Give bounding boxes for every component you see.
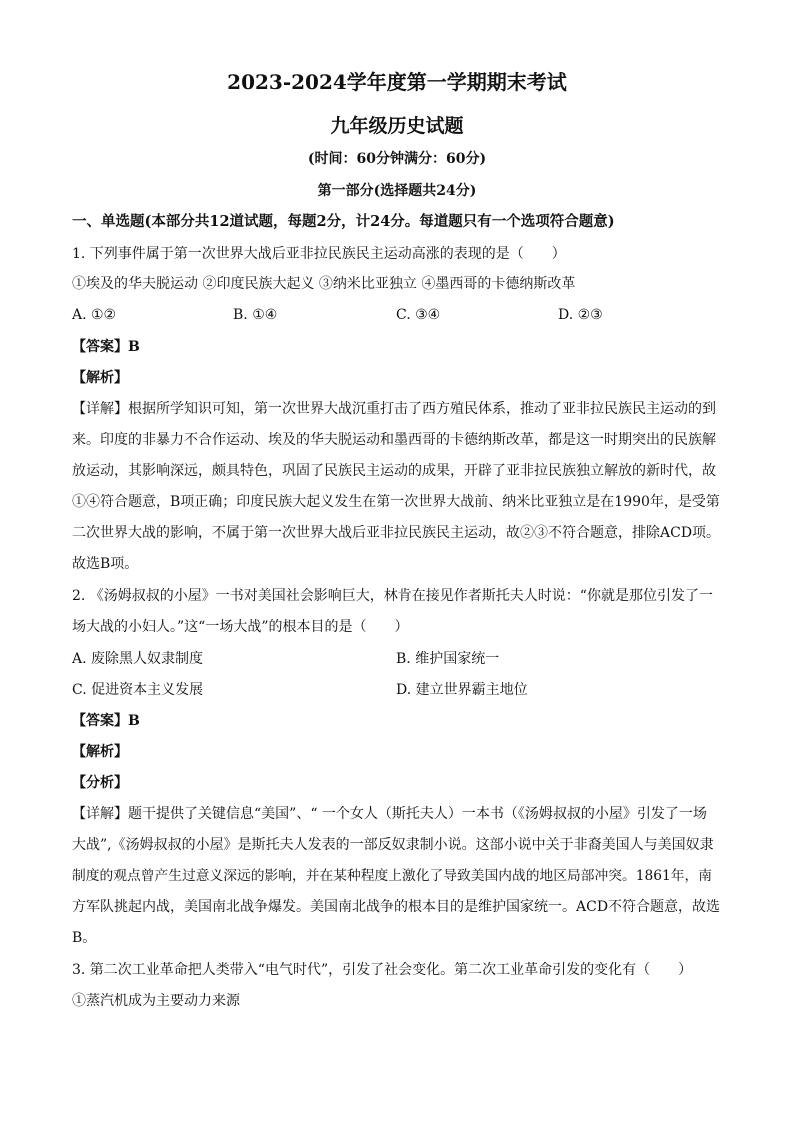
q1-analysis-label: 【解析】 xyxy=(72,370,128,386)
q2-option-b: B. 维护国家统一 xyxy=(396,651,500,667)
q1-stem: 1. 下列事件属于第一次世界大战后亚非拉民族民主运动高涨的表现的是（ ） xyxy=(72,246,566,262)
q1-detail-line: 放运动，其影响深远，颇具特色，巩固了民族民主运动的成果，开辟了亚非拉民族独立解放的新时代，故 xyxy=(72,463,716,479)
q3-item-1: ①蒸汽机成为主要动力来源 xyxy=(72,993,240,1009)
q2-answer: 【答案】B xyxy=(72,713,140,729)
q1-detail-line: 来。印度的非暴力不合作运动、埃及的华夫脱运动和墨西哥的卡德纳斯改革，都是这一时期突出的民族解 xyxy=(72,432,716,448)
q2-option-c: C. 促进资本主义发展 xyxy=(72,682,204,698)
section-title: 一、单选题(本部分共12道试题，每题2分，计24分。每道题只有一个选项符合题意) xyxy=(72,213,615,230)
q1-items: ①埃及的华夫脱运动 ②印度民族大起义 ③纳米比亚独立 ④墨西哥的卡德纳斯改革 xyxy=(72,276,576,292)
q3-stem: 3. 第二次工业革命把人类带入“电气时代”，引发了社会变化。第二次工业革命引发的变化有（ ） xyxy=(72,962,693,978)
part-title: 第一部分(选择题共24分) xyxy=(317,183,477,199)
q2-detail-line: 【详解】题干提供了关键信息“美国”、“ 一个女人（斯托夫人）一本书（《汤姆叔叔的小屋》引发了一场 xyxy=(72,806,707,822)
q2-stem-line: 场大战的小妇人。”这“一场大战”的根本目的是（ ） xyxy=(72,619,409,635)
q2-detail-line: B。 xyxy=(72,930,97,946)
q1-detail-line: 【详解】根据所学知识可知，第一次世界大战沉重打击了西方殖民体系，推动了亚非拉民族民主运动的到 xyxy=(72,401,716,417)
q2-stem-line: 2. 《汤姆叔叔的小屋》一书对美国社会影响巨大，林肯在接见作者斯托夫人时说：“你就是那位引发了一 xyxy=(72,588,713,604)
q1-option-b: B. ①④ xyxy=(233,307,278,323)
q2-detail-line: 大战”,《汤姆叔叔的小屋》是斯托夫人发表的一部反奴隶制小说。这部小说中关于非裔美国人与美国奴隶 xyxy=(72,837,714,853)
q2-detail-line: 制度的观点曾产生过意义深远的影响，并在某种程度上激化了导致美国内战的地区局部冲突。1861年，南 xyxy=(72,868,712,884)
q1-detail-line: ①④符合题意，B项正确；印度民族大起义发生在第一次世界大战前、纳米比亚独立是在1990年，是受第 xyxy=(72,494,720,510)
q1-option-c: C. ③④ xyxy=(396,307,441,323)
exam-title: 2023-2024学年度第一学期期末考试 xyxy=(227,70,567,94)
time-info: (时间：60分钟满分：60分) xyxy=(307,151,487,167)
q2-analysis-label: 【解析】 xyxy=(72,744,128,760)
q1-detail-line: 故选B项。 xyxy=(72,556,139,572)
q1-option-d: D. ②③ xyxy=(558,307,603,323)
q2-fenxi-label: 【分析】 xyxy=(72,775,128,791)
q2-detail-line: 方军队挑起内战，美国南北战争爆发。美国南北战争的根本目的是维护国家统一。ACD不符合题意，故选 xyxy=(72,899,721,915)
q1-detail-line: 二次世界大战的影响，不属于第一次世界大战后亚非拉民族民主运动，故②③不符合题意，排除ACD项。 xyxy=(72,525,721,541)
q2-option-d: D. 建立世界霸主地位 xyxy=(396,682,528,698)
q1-option-a: A. ①② xyxy=(72,307,117,323)
exam-subtitle: 九年级历史试题 xyxy=(330,115,464,137)
q1-answer: 【答案】B xyxy=(72,339,140,355)
q2-option-a: A. 废除黑人奴隶制度 xyxy=(72,651,204,667)
